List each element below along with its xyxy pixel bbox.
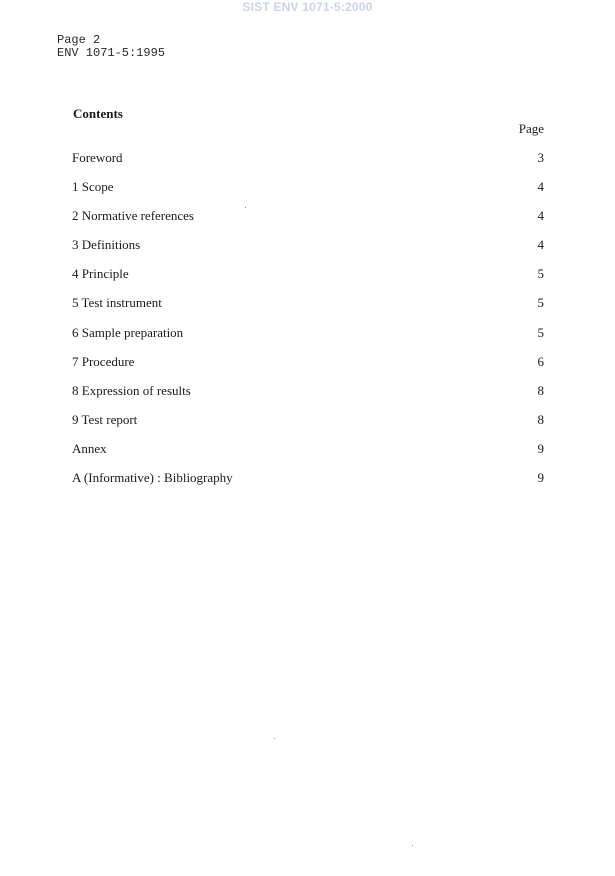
toc-entry [72,412,544,441]
toc-entry [72,150,544,179]
toc-entry-page: 8 [537,382,544,398]
contents-heading: Contents [73,106,123,121]
toc-entry-title: 2 Normative references [72,208,194,224]
toc-entry-title: 3 Definitions [72,237,141,253]
toc-entry-page: 8 [537,411,544,427]
toc-entry-page: 5 [537,295,544,311]
toc-entry [72,383,544,412]
document-id-line: ENV 1071-5:1995 [57,46,166,60]
page-column-label: Page [518,121,544,136]
watermark-text: SIST ENV 1071-5:2000 [242,0,373,14]
toc-entry-page: 9 [537,440,544,456]
toc-entry-page: 4 [537,208,544,224]
toc-entry-page: 4 [537,237,544,253]
toc-entry-title: Annex [72,440,107,456]
toc-entry-title: 4 Principle [72,266,129,282]
scan-speck [412,845,413,846]
toc-entry-title: 7 Procedure [72,353,135,369]
toc-entry-title: A (Informative) : Bibliography [72,470,233,486]
toc-entry [72,354,544,383]
toc-entry-page: 5 [537,266,544,282]
toc-entry-title: 8 Expression of results [72,382,191,398]
toc-entry-title: 6 Sample preparation [72,324,184,340]
toc-entry-page: 4 [537,179,544,195]
toc-entry-title: 5 Test instrument [72,295,162,311]
table-of-contents [72,150,544,499]
toc-entry-title: 1 Scope [72,179,114,195]
toc-entry [72,179,544,208]
toc-entry-title: Foreword [72,150,123,165]
toc-entry [72,441,544,470]
scan-speck [245,207,246,208]
toc-entry [72,295,544,324]
page-header [57,34,165,60]
toc-entry-page: 5 [537,324,544,340]
scan-speck [274,738,275,739]
toc-entry [72,266,544,295]
toc-entry-page: 9 [537,470,544,486]
toc-entry [72,325,544,354]
toc-entry-title: 9 Test report [72,411,138,427]
toc-entry-page: 6 [537,353,544,369]
page-number-line: Page 2 [57,33,101,47]
toc-entry [72,470,544,499]
toc-entry [72,208,544,237]
toc-entry-page: 3 [537,150,544,165]
toc-entry [72,237,544,266]
